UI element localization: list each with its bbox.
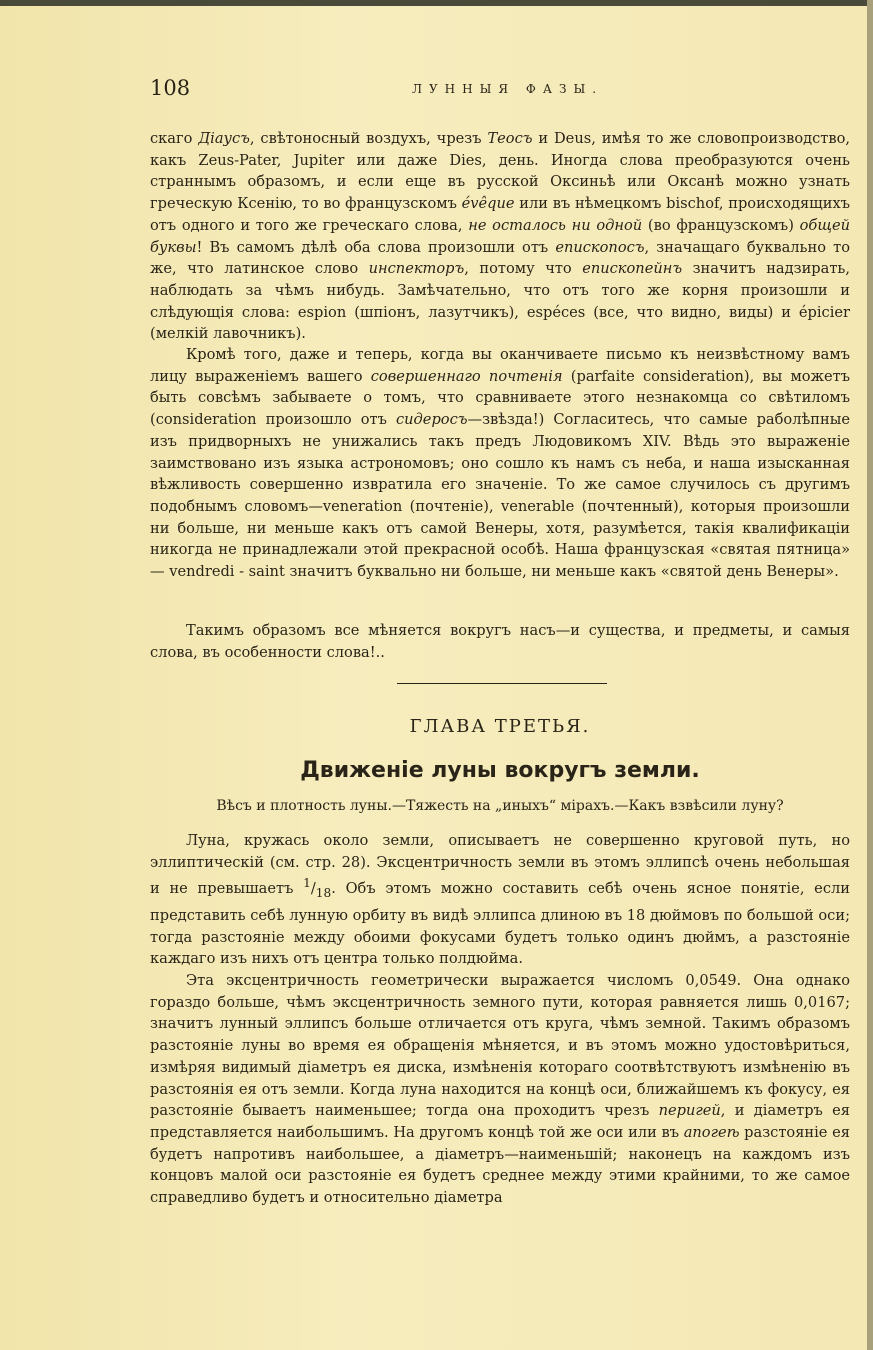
paragraph-3: Такимъ образомъ все мѣняется вокругъ насъ—и существа, и предметы, и самыя слова, въ особенности слова!.. xyxy=(150,622,850,661)
paragraph-5: Эта эксцентричность геометрически выражается числомъ 0,0549. Она однако гораздо больше, чѣмъ эксцентричность земного пути, которая равняется лишь 0,0167; значитъ лунный эллипсъ больше отличается отъ круга, чѣмъ земной. Такимъ образомъ разстояніе луны во время ея обращенія мѣняется, и въ этомъ можно удостовѣриться, измѣряя видимый діаметръ ея диска, измѣненія котораго соотвѣтствуютъ измѣненію въ разстоянія ея отъ земли. Когда луна находится на концѣ оси, ближайшемъ къ фокусу, ея разстояніе бываетъ наименьшее; тогда она проходитъ чрезъ перигей, и діаметръ ея представляется наибольшимъ. На другомъ концѣ той же оси или въ апогеѣ разстояніе ея будетъ напротивъ наибольшее, а діаметръ—наименьшій; наконецъ на каждомъ изъ концовъ малой оси разстояніе ея будетъ среднее между этими крайними, то же самое справедливо будетъ и относительно діаметра xyxy=(150,972,850,1207)
paragraph-2: Кромѣ того, даже и теперь, когда вы оканчиваете письмо къ неизвѣстному вамъ лицу выраженіемъ вашего совершеннаго почтенія (parfaite consideration), вы можетъ быть совсѣмъ забываете о томъ, что сравниваете этого незнакомца со свѣтиломъ (consideration произошло отъ сидеросъ—звѣзда!) Согласитесь, что самые раболѣпные изъ придворныхъ не унижались такъ предъ Людовикомъ XIV. Вѣдь это выраженіе заимствовано изъ языка астрономовъ; оно сошло къ намъ съ неба, и наша изысканная вѣжливость совершенно извратила его значеніе. То же самое случилось съ другимъ подобнымъ словомъ—veneration (почтеніе), venerable (почтенный), которыя произошли ни больше, ни меньше какъ отъ самой Венеры, хотя, разумѣется, такія квалификаціи никогда не принадлежали этой прекрасной особѣ. Наша французская «святая пятница» — vendredi - saint значитъ буквально ни больше, ни меньше какъ «святой день Венеры». xyxy=(150,346,850,581)
paragraph-1: скаго Діаусъ, свѣтоносный воздухъ, чрезъ Теосъ и Deus, имѣя то же словопроизводство, какъ Zeus-Pater, Jupiter или даже Dies, день. Иногда слова преобразуются очень страннымъ образомъ, и если еще въ русской Оксиньѣ или Оксанѣ можно узнать греческую Ксенію, то во французскомъ évêque или въ нѣмецкомъ bischof, происходящихъ отъ одного и того же греческаго слова, не осталось ни одной (во французскомъ) общей буквы! Въ самомъ дѣлѣ оба слова произошли отъ епископосъ, значащаго буквально то же, что латинское слово инспекторъ, потому что епископейнъ значитъ надзирать, наблюдать за чѣмъ нибудь. Замѣчательно, что отъ того же корня произошли и слѣдующія слова: espion (шпіонъ, лазутчикъ), espéces (все, что видно, виды) и épicier (мелкій лавочникъ). xyxy=(150,130,850,343)
page-number: 108 xyxy=(150,76,191,100)
fraction-denominator: 18 xyxy=(315,886,332,901)
running-title: ЛУННЫЯ ФАЗЫ. xyxy=(412,82,604,96)
page-header xyxy=(150,76,850,102)
section-title: Движеніе луны вокругъ земли. xyxy=(300,758,700,783)
paragraph-4: Луна, кружась около земли, описываетъ не совершенно круговой путь, но эллиптическій (см. стр. 28). Эксцентричность земли въ этомъ эллипсѣ очень небольшая и не превышаетъ $^1/_{18}$. Объ этомъ можно составить себѣ очень ясное понятіе, если представить себѣ лунную орбиту въ видѣ эллипса длиною въ 18 дюймовъ по большой оси; тогда разстояніе между обоими фокусами будетъ только одинъ дюймъ, а разстояніе каждаго изъ нихъ отъ центра только полдюйма. xyxy=(150,832,850,968)
section-divider xyxy=(397,683,607,684)
chapter-heading: ГЛАВА ТРЕТЬЯ. xyxy=(409,716,591,737)
fraction-numerator: 1 xyxy=(303,876,311,891)
section-subtitle: Вѣсъ и плотность луны.—Тяжесть на „иныхъ“ мірахъ.—Какъ взвѣсили луну? xyxy=(216,798,784,814)
scan-right-edge xyxy=(867,0,873,1350)
